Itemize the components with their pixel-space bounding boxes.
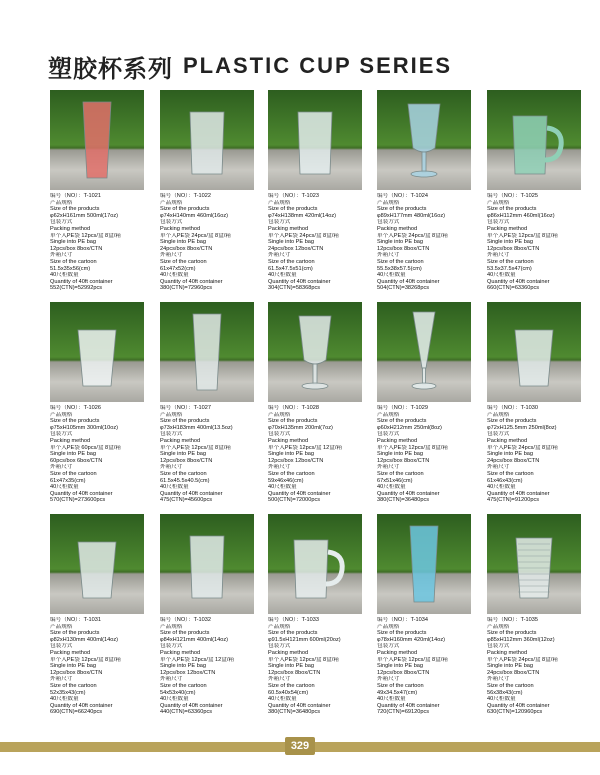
carton-size: 67x51x46(cm) <box>377 477 413 484</box>
qty-en-label: Quantity of 40ft container <box>487 278 550 285</box>
product-photo <box>160 90 254 190</box>
product-photo <box>160 514 254 614</box>
title-english: PLASTIC CUP SERIES <box>183 53 453 78</box>
qty-cn-label: 40尺柜数量 <box>160 272 189 279</box>
pack-cn-value: 单个入PE袋 24pcs/盒 8盒/箱 <box>160 232 231 239</box>
product-card <box>487 90 583 292</box>
pack-cn-label: 包装方式 <box>487 643 510 650</box>
spec-en-label: Size of the products <box>268 206 318 213</box>
container-qty: 570(CTN)=273600pcs <box>50 497 106 504</box>
model-number: T-1032 <box>193 617 211 623</box>
carton-cn-label: 外箱尺寸 <box>160 676 183 683</box>
carton-en-label: Size of the cartoon <box>377 258 424 265</box>
product-info <box>50 617 146 716</box>
model-line: 编号（NO）：T-1032 <box>160 617 211 623</box>
carton-cn-label: 外箱尺寸 <box>377 252 400 259</box>
spec-en-label: Size of the products <box>487 206 537 213</box>
pack-box-value: 12pcs/box 8box/CTN <box>377 669 430 676</box>
spec-cn-label: 产品规格 <box>160 411 183 418</box>
container-qty: 630(CTN)=120960pcs <box>487 709 543 716</box>
qty-cn-label: 40尺柜数量 <box>487 484 516 491</box>
product-card <box>268 514 364 716</box>
pe-bag-label: Single into PE bag <box>487 663 534 670</box>
model-number: T-1031 <box>83 617 101 623</box>
spec-en-label: Size of the products <box>268 418 318 425</box>
model-number: T-1027 <box>193 405 211 411</box>
pack-box-value: 24pcs/box 8box/CTN <box>487 457 540 464</box>
product-size: φ62xH161mm 500ml(17oz) <box>50 212 118 219</box>
pack-en-label: Packing method <box>487 649 528 656</box>
spec-cn-label: 产品规格 <box>377 411 400 418</box>
model-line: 编号（NO）：T-1035 <box>487 617 538 623</box>
pack-box-value: 24pcs/box 8box/CTN <box>487 669 540 676</box>
pack-box-value: 12pcs/box 8box/CTN <box>487 245 540 252</box>
pack-cn-label: 包装方式 <box>268 431 291 438</box>
product-photo <box>268 90 362 190</box>
pack-cn-value: 单个入PE袋 12pcs/盒 8盒/箱 <box>487 232 558 239</box>
product-card <box>487 302 583 504</box>
pack-cn-value: 单个入PE袋 24pcs/盒 8盒/箱 <box>377 232 448 239</box>
pe-bag-label: Single into PE bag <box>50 239 97 246</box>
pack-box-value: 60pcs/box 6box/CTN <box>50 457 103 464</box>
product-photo <box>50 514 144 614</box>
pack-en-label: Packing method <box>160 225 201 232</box>
product-card <box>377 302 473 504</box>
product-info <box>268 193 364 292</box>
pack-box-value: 12pcs/box 8box/CTN <box>160 457 213 464</box>
page-title <box>48 48 452 84</box>
qty-cn-label: 40尺柜数量 <box>377 696 406 703</box>
pack-cn-value: 单个入PE袋 12pcs/盒 12盒/箱 <box>160 656 234 663</box>
spec-en-label: Size of the products <box>377 630 427 637</box>
carton-size: 53.5x37.5x47(cm) <box>487 265 532 272</box>
pe-bag-label: Single into PE bag <box>487 451 534 458</box>
spec-cn-label: 产品规格 <box>160 623 183 630</box>
pack-cn-value: 单个入PE袋 60pcs/盒 8盒/箱 <box>50 444 121 451</box>
carton-en-label: Size of the cartoon <box>160 682 207 689</box>
title-chinese: 塑胶杯系列 <box>48 54 173 83</box>
model-line: 编号（NO）：T-1031 <box>50 617 101 623</box>
spec-cn-label: 产品规格 <box>160 199 183 206</box>
pack-cn-value: 单个入PE袋 12pcs/盒 8盒/箱 <box>160 444 231 451</box>
model-line: 编号（NO）：T-1028 <box>268 405 319 411</box>
carton-en-label: Size of the cartoon <box>268 682 315 689</box>
qty-en-label: Quantity of 40ft container <box>50 490 113 497</box>
container-qty: 720(CTN)=69120pcs <box>377 709 430 716</box>
qty-en-label: Quantity of 40ft container <box>50 278 113 285</box>
product-card <box>487 514 583 716</box>
product-info <box>268 617 364 716</box>
product-row <box>50 90 570 302</box>
product-size: φ86xH112mm 460ml(16oz) <box>487 212 555 219</box>
pack-cn-value: 单个入PE袋 12pcs/盒 8盒/箱 <box>50 232 121 239</box>
pack-cn-label: 包装方式 <box>487 219 510 226</box>
spec-cn-label: 产品规格 <box>377 199 400 206</box>
pack-en-label: Packing method <box>377 437 418 444</box>
carton-cn-label: 外箱尺寸 <box>377 464 400 471</box>
pack-cn-label: 包装方式 <box>268 643 291 650</box>
product-info <box>50 193 146 292</box>
container-qty: 552(CTN)=52992pcs <box>50 285 103 292</box>
pack-cn-value: 单个入PE袋 12pcs/盒 8盒/箱 <box>377 444 448 451</box>
pack-box-value: 24pcs/box 12box/CTN <box>268 245 324 252</box>
model-number: T-1033 <box>301 617 319 623</box>
model-line: 编号（NO）：T-1021 <box>50 193 101 199</box>
product-card <box>268 302 364 504</box>
qty-cn-label: 40尺柜数量 <box>160 484 189 491</box>
qty-cn-label: 40尺柜数量 <box>377 484 406 491</box>
pack-box-value: 12pcs/box 12box/CTN <box>268 457 324 464</box>
model-line: 编号（NO）：T-1025 <box>487 193 538 199</box>
model-line: 编号（NO）：T-1030 <box>487 405 538 411</box>
pack-en-label: Packing method <box>50 649 91 656</box>
product-photo <box>268 302 362 402</box>
pe-bag-label: Single into PE bag <box>50 451 97 458</box>
pack-en-label: Packing method <box>487 437 528 444</box>
pack-en-label: Packing method <box>160 649 201 656</box>
qty-en-label: Quantity of 40ft container <box>377 702 440 709</box>
pe-bag-label: Single into PE bag <box>160 663 207 670</box>
product-size: φ84xH121mm 400ml(14oz) <box>160 636 228 643</box>
product-card <box>50 90 146 292</box>
carton-cn-label: 外箱尺寸 <box>377 676 400 683</box>
carton-en-label: Size of the cartoon <box>50 682 97 689</box>
pack-cn-label: 包装方式 <box>160 643 183 650</box>
model-line: 编号（NO）：T-1024 <box>377 193 428 199</box>
pe-bag-label: Single into PE bag <box>50 663 97 670</box>
spec-en-label: Size of the products <box>50 418 100 425</box>
qty-cn-label: 40尺柜数量 <box>268 484 297 491</box>
product-size: φ89xH177mm 480ml(16oz) <box>377 212 445 219</box>
qty-cn-label: 40尺柜数量 <box>487 696 516 703</box>
product-size: φ74xH140mm 460ml(16oz) <box>160 212 228 219</box>
product-card <box>377 514 473 716</box>
product-row <box>50 514 570 726</box>
pack-box-value: 12pcs/box 12box/CTN <box>160 669 216 676</box>
qty-cn-label: 40尺柜数量 <box>50 696 79 703</box>
qty-cn-label: 40尺柜数量 <box>487 272 516 279</box>
product-card <box>377 90 473 292</box>
carton-cn-label: 外箱尺寸 <box>268 464 291 471</box>
container-qty: 380(CTN)=72960pcs <box>160 285 213 292</box>
carton-size: 61x46x43(cm) <box>487 477 523 484</box>
pack-cn-label: 包装方式 <box>160 219 183 226</box>
pack-cn-label: 包装方式 <box>50 219 73 226</box>
carton-en-label: Size of the cartoon <box>50 258 97 265</box>
product-row <box>50 302 570 514</box>
product-info <box>377 405 473 504</box>
spec-en-label: Size of the products <box>50 206 100 213</box>
carton-size: 61.5x47.5x51(cm) <box>268 265 313 272</box>
carton-cn-label: 外箱尺寸 <box>487 464 510 471</box>
pack-cn-value: 单个入PE袋 24pcs/盒 8盒/箱 <box>268 232 339 239</box>
carton-en-label: Size of the cartoon <box>268 258 315 265</box>
model-line: 编号（NO）：T-1023 <box>268 193 319 199</box>
product-info <box>160 405 256 504</box>
carton-en-label: Size of the cartoon <box>50 470 97 477</box>
spec-cn-label: 产品规格 <box>268 411 291 418</box>
carton-size: 49x34.5x47(cm) <box>377 689 418 696</box>
qty-en-label: Quantity of 40ft container <box>487 490 550 497</box>
model-number: T-1023 <box>301 193 319 199</box>
qty-en-label: Quantity of 40ft container <box>487 702 550 709</box>
pack-en-label: Packing method <box>160 437 201 444</box>
pack-en-label: Packing method <box>487 225 528 232</box>
pack-cn-label: 包装方式 <box>50 431 73 438</box>
carton-cn-label: 外箱尺寸 <box>268 252 291 259</box>
model-line: 编号（NO）：T-1027 <box>160 405 211 411</box>
pack-cn-label: 包装方式 <box>268 219 291 226</box>
pack-box-value: 12pcs/box 8box/CTN <box>268 669 321 676</box>
spec-cn-label: 产品规格 <box>50 411 73 418</box>
model-number: T-1034 <box>410 617 428 623</box>
pack-en-label: Packing method <box>50 437 91 444</box>
pack-cn-value: 单个入PE袋 12pcs/盒 8盒/箱 <box>377 656 448 663</box>
pe-bag-label: Single into PE bag <box>268 663 315 670</box>
carton-en-label: Size of the cartoon <box>377 470 424 477</box>
spec-en-label: Size of the products <box>160 418 210 425</box>
carton-en-label: Size of the cartoon <box>487 682 534 689</box>
qty-cn-label: 40尺柜数量 <box>377 272 406 279</box>
pack-en-label: Packing method <box>50 225 91 232</box>
product-info <box>487 193 583 292</box>
carton-size: 60.5x40x54(cm) <box>268 689 309 696</box>
pack-cn-value: 单个入PE袋 12pcs/盒 12盒/箱 <box>268 444 342 451</box>
qty-en-label: Quantity of 40ft container <box>268 278 331 285</box>
carton-cn-label: 外箱尺寸 <box>160 464 183 471</box>
pack-cn-value: 单个入PE袋 12pcs/盒 8盒/箱 <box>50 656 121 663</box>
page-number: 329 <box>285 737 315 755</box>
model-number: T-1029 <box>410 405 428 411</box>
product-card <box>50 302 146 504</box>
carton-cn-label: 外箱尺寸 <box>50 676 73 683</box>
model-number: T-1021 <box>83 193 101 199</box>
pack-en-label: Packing method <box>268 437 309 444</box>
product-size: φ82xH130mm 400ml(14oz) <box>50 636 118 643</box>
product-info <box>487 617 583 716</box>
spec-cn-label: 产品规格 <box>50 623 73 630</box>
container-qty: 380(CTN)=36480pcs <box>268 709 321 716</box>
product-photo <box>160 302 254 402</box>
pe-bag-label: Single into PE bag <box>268 239 315 246</box>
product-size: φ91.5xH121mm 600ml(20oz) <box>268 636 341 643</box>
carton-size: 61.5x45.5x40.5(cm) <box>160 477 210 484</box>
product-card <box>268 90 364 292</box>
spec-en-label: Size of the products <box>487 418 537 425</box>
pe-bag-label: Single into PE bag <box>377 663 424 670</box>
carton-cn-label: 外箱尺寸 <box>50 252 73 259</box>
qty-cn-label: 40尺柜数量 <box>268 696 297 703</box>
model-number: T-1025 <box>520 193 538 199</box>
carton-en-label: Size of the cartoon <box>487 258 534 265</box>
model-number: T-1022 <box>193 193 211 199</box>
spec-en-label: Size of the products <box>377 418 427 425</box>
product-size: φ74xH138mm 420ml(14oz) <box>268 212 336 219</box>
qty-en-label: Quantity of 40ft container <box>268 490 331 497</box>
model-line: 编号（NO）：T-1022 <box>160 193 211 199</box>
pack-en-label: Packing method <box>268 649 309 656</box>
pack-en-label: Packing method <box>377 649 418 656</box>
pack-cn-label: 包装方式 <box>377 643 400 650</box>
qty-cn-label: 40尺柜数量 <box>50 484 79 491</box>
qty-en-label: Quantity of 40ft container <box>268 702 331 709</box>
spec-cn-label: 产品规格 <box>487 199 510 206</box>
pe-bag-label: Single into PE bag <box>377 239 424 246</box>
product-size: φ85xH112mm 360ml(12oz) <box>487 636 555 643</box>
pack-cn-label: 包装方式 <box>377 431 400 438</box>
product-info <box>377 617 473 716</box>
pe-bag-label: Single into PE bag <box>268 451 315 458</box>
carton-cn-label: 外箱尺寸 <box>487 252 510 259</box>
product-size: φ60xH212mm 250ml(8oz) <box>377 424 442 431</box>
container-qty: 660(CTN)=63360pcs <box>487 285 540 292</box>
product-photo <box>487 302 581 402</box>
qty-cn-label: 40尺柜数量 <box>160 696 189 703</box>
qty-en-label: Quantity of 40ft container <box>160 702 223 709</box>
container-qty: 440(CTN)=63360pcs <box>160 709 213 716</box>
pack-en-label: Packing method <box>268 225 309 232</box>
spec-cn-label: 产品规格 <box>487 623 510 630</box>
carton-size: 61x47x35(cm) <box>50 477 86 484</box>
pack-box-value: 12pcs/box 8box/CTN <box>377 245 430 252</box>
model-line: 编号（NO）：T-1026 <box>50 405 101 411</box>
product-photo <box>487 90 581 190</box>
carton-size: 59x46x46(cm) <box>268 477 304 484</box>
container-qty: 475(CTN)=45600pcs <box>160 497 213 504</box>
container-qty: 475(CTN)=91200pcs <box>487 497 540 504</box>
product-photo <box>377 302 471 402</box>
carton-en-label: Size of the cartoon <box>160 470 207 477</box>
product-photo <box>487 514 581 614</box>
product-photo <box>377 90 471 190</box>
spec-en-label: Size of the products <box>487 630 537 637</box>
carton-size: 56x38x43(cm) <box>487 689 523 696</box>
carton-en-label: Size of the cartoon <box>487 470 534 477</box>
qty-en-label: Quantity of 40ft container <box>50 702 113 709</box>
qty-cn-label: 40尺柜数量 <box>50 272 79 279</box>
carton-cn-label: 外箱尺寸 <box>268 676 291 683</box>
spec-en-label: Size of the products <box>377 206 427 213</box>
pe-bag-label: Single into PE bag <box>487 239 534 246</box>
spec-en-label: Size of the products <box>50 630 100 637</box>
carton-cn-label: 外箱尺寸 <box>487 676 510 683</box>
spec-cn-label: 产品规格 <box>268 623 291 630</box>
qty-en-label: Quantity of 40ft container <box>377 490 440 497</box>
spec-en-label: Size of the products <box>268 630 318 637</box>
model-number: T-1024 <box>410 193 428 199</box>
product-size: φ73xH183mm 400ml(13.5oz) <box>160 424 233 431</box>
carton-en-label: Size of the cartoon <box>160 258 207 265</box>
model-number: T-1030 <box>520 405 538 411</box>
spec-cn-label: 产品规格 <box>50 199 73 206</box>
pack-cn-label: 包装方式 <box>377 219 400 226</box>
product-card <box>50 514 146 716</box>
product-photo <box>50 90 144 190</box>
qty-en-label: Quantity of 40ft container <box>160 490 223 497</box>
product-size: φ70xH135mm 200ml(7oz) <box>268 424 333 431</box>
model-number: T-1028 <box>301 405 319 411</box>
pe-bag-label: Single into PE bag <box>377 451 424 458</box>
pack-cn-value: 单个入PE袋 12pcs/盒 8盒/箱 <box>268 656 339 663</box>
qty-cn-label: 40尺柜数量 <box>268 272 297 279</box>
container-qty: 504(CTN)=38268pcs <box>377 285 430 292</box>
product-info <box>160 617 256 716</box>
carton-cn-label: 外箱尺寸 <box>160 252 183 259</box>
product-card <box>160 514 256 716</box>
product-photo <box>50 302 144 402</box>
product-card <box>160 302 256 504</box>
pack-cn-value: 单个入PE袋 24pcs/盒 8盒/箱 <box>487 656 558 663</box>
pack-box-value: 12pcs/box 8box/CTN <box>50 669 103 676</box>
pe-bag-label: Single into PE bag <box>160 239 207 246</box>
product-info <box>268 405 364 504</box>
container-qty: 500(CTN)=72000pcs <box>268 497 321 504</box>
carton-size: 52x35x43(cm) <box>50 689 86 696</box>
spec-en-label: Size of the products <box>160 206 210 213</box>
pack-en-label: Packing method <box>377 225 418 232</box>
container-qty: 304(CTN)=58368pcs <box>268 285 321 292</box>
carton-size: 51.5x35x56(cm) <box>50 265 91 272</box>
carton-size: 55.5x38x57.5(cm) <box>377 265 422 272</box>
product-size: φ72xH125.5mm 250ml(8oz) <box>487 424 557 431</box>
carton-cn-label: 外箱尺寸 <box>50 464 73 471</box>
product-photo <box>377 514 471 614</box>
qty-en-label: Quantity of 40ft container <box>160 278 223 285</box>
pack-box-value: 12pcs/box 8box/CTN <box>377 457 430 464</box>
model-line: 编号（NO）：T-1033 <box>268 617 319 623</box>
model-number: T-1026 <box>83 405 101 411</box>
product-card <box>160 90 256 292</box>
model-number: T-1035 <box>520 617 538 623</box>
pack-cn-label: 包装方式 <box>160 431 183 438</box>
carton-size: 61x47x52(cm) <box>160 265 196 272</box>
spec-cn-label: 产品规格 <box>268 199 291 206</box>
product-info <box>160 193 256 292</box>
carton-size: 54x53x40(cm) <box>160 689 196 696</box>
spec-en-label: Size of the products <box>160 630 210 637</box>
carton-en-label: Size of the cartoon <box>268 470 315 477</box>
product-info <box>377 193 473 292</box>
product-grid <box>50 90 570 726</box>
qty-en-label: Quantity of 40ft container <box>377 278 440 285</box>
carton-en-label: Size of the cartoon <box>377 682 424 689</box>
pack-cn-label: 包装方式 <box>487 431 510 438</box>
product-info <box>487 405 583 504</box>
spec-cn-label: 产品规格 <box>487 411 510 418</box>
model-line: 编号（NO）：T-1029 <box>377 405 428 411</box>
pack-box-value: 24pcs/box 8box/CTN <box>160 245 213 252</box>
pack-box-value: 12pcs/box 8box/CTN <box>50 245 103 252</box>
product-info <box>50 405 146 504</box>
pe-bag-label: Single into PE bag <box>160 451 207 458</box>
pack-cn-label: 包装方式 <box>50 643 73 650</box>
product-size: φ78xH160mm 420ml(14oz) <box>377 636 445 643</box>
model-line: 编号（NO）：T-1034 <box>377 617 428 623</box>
container-qty: 690(CTN)=66240pcs <box>50 709 103 716</box>
pack-cn-value: 单个入PE袋 24pcs/盒 8盒/箱 <box>487 444 558 451</box>
container-qty: 380(CTN)=36480pcs <box>377 497 430 504</box>
spec-cn-label: 产品规格 <box>377 623 400 630</box>
product-photo <box>268 514 362 614</box>
product-size: φ75xH105mm 300ml(10oz) <box>50 424 118 431</box>
